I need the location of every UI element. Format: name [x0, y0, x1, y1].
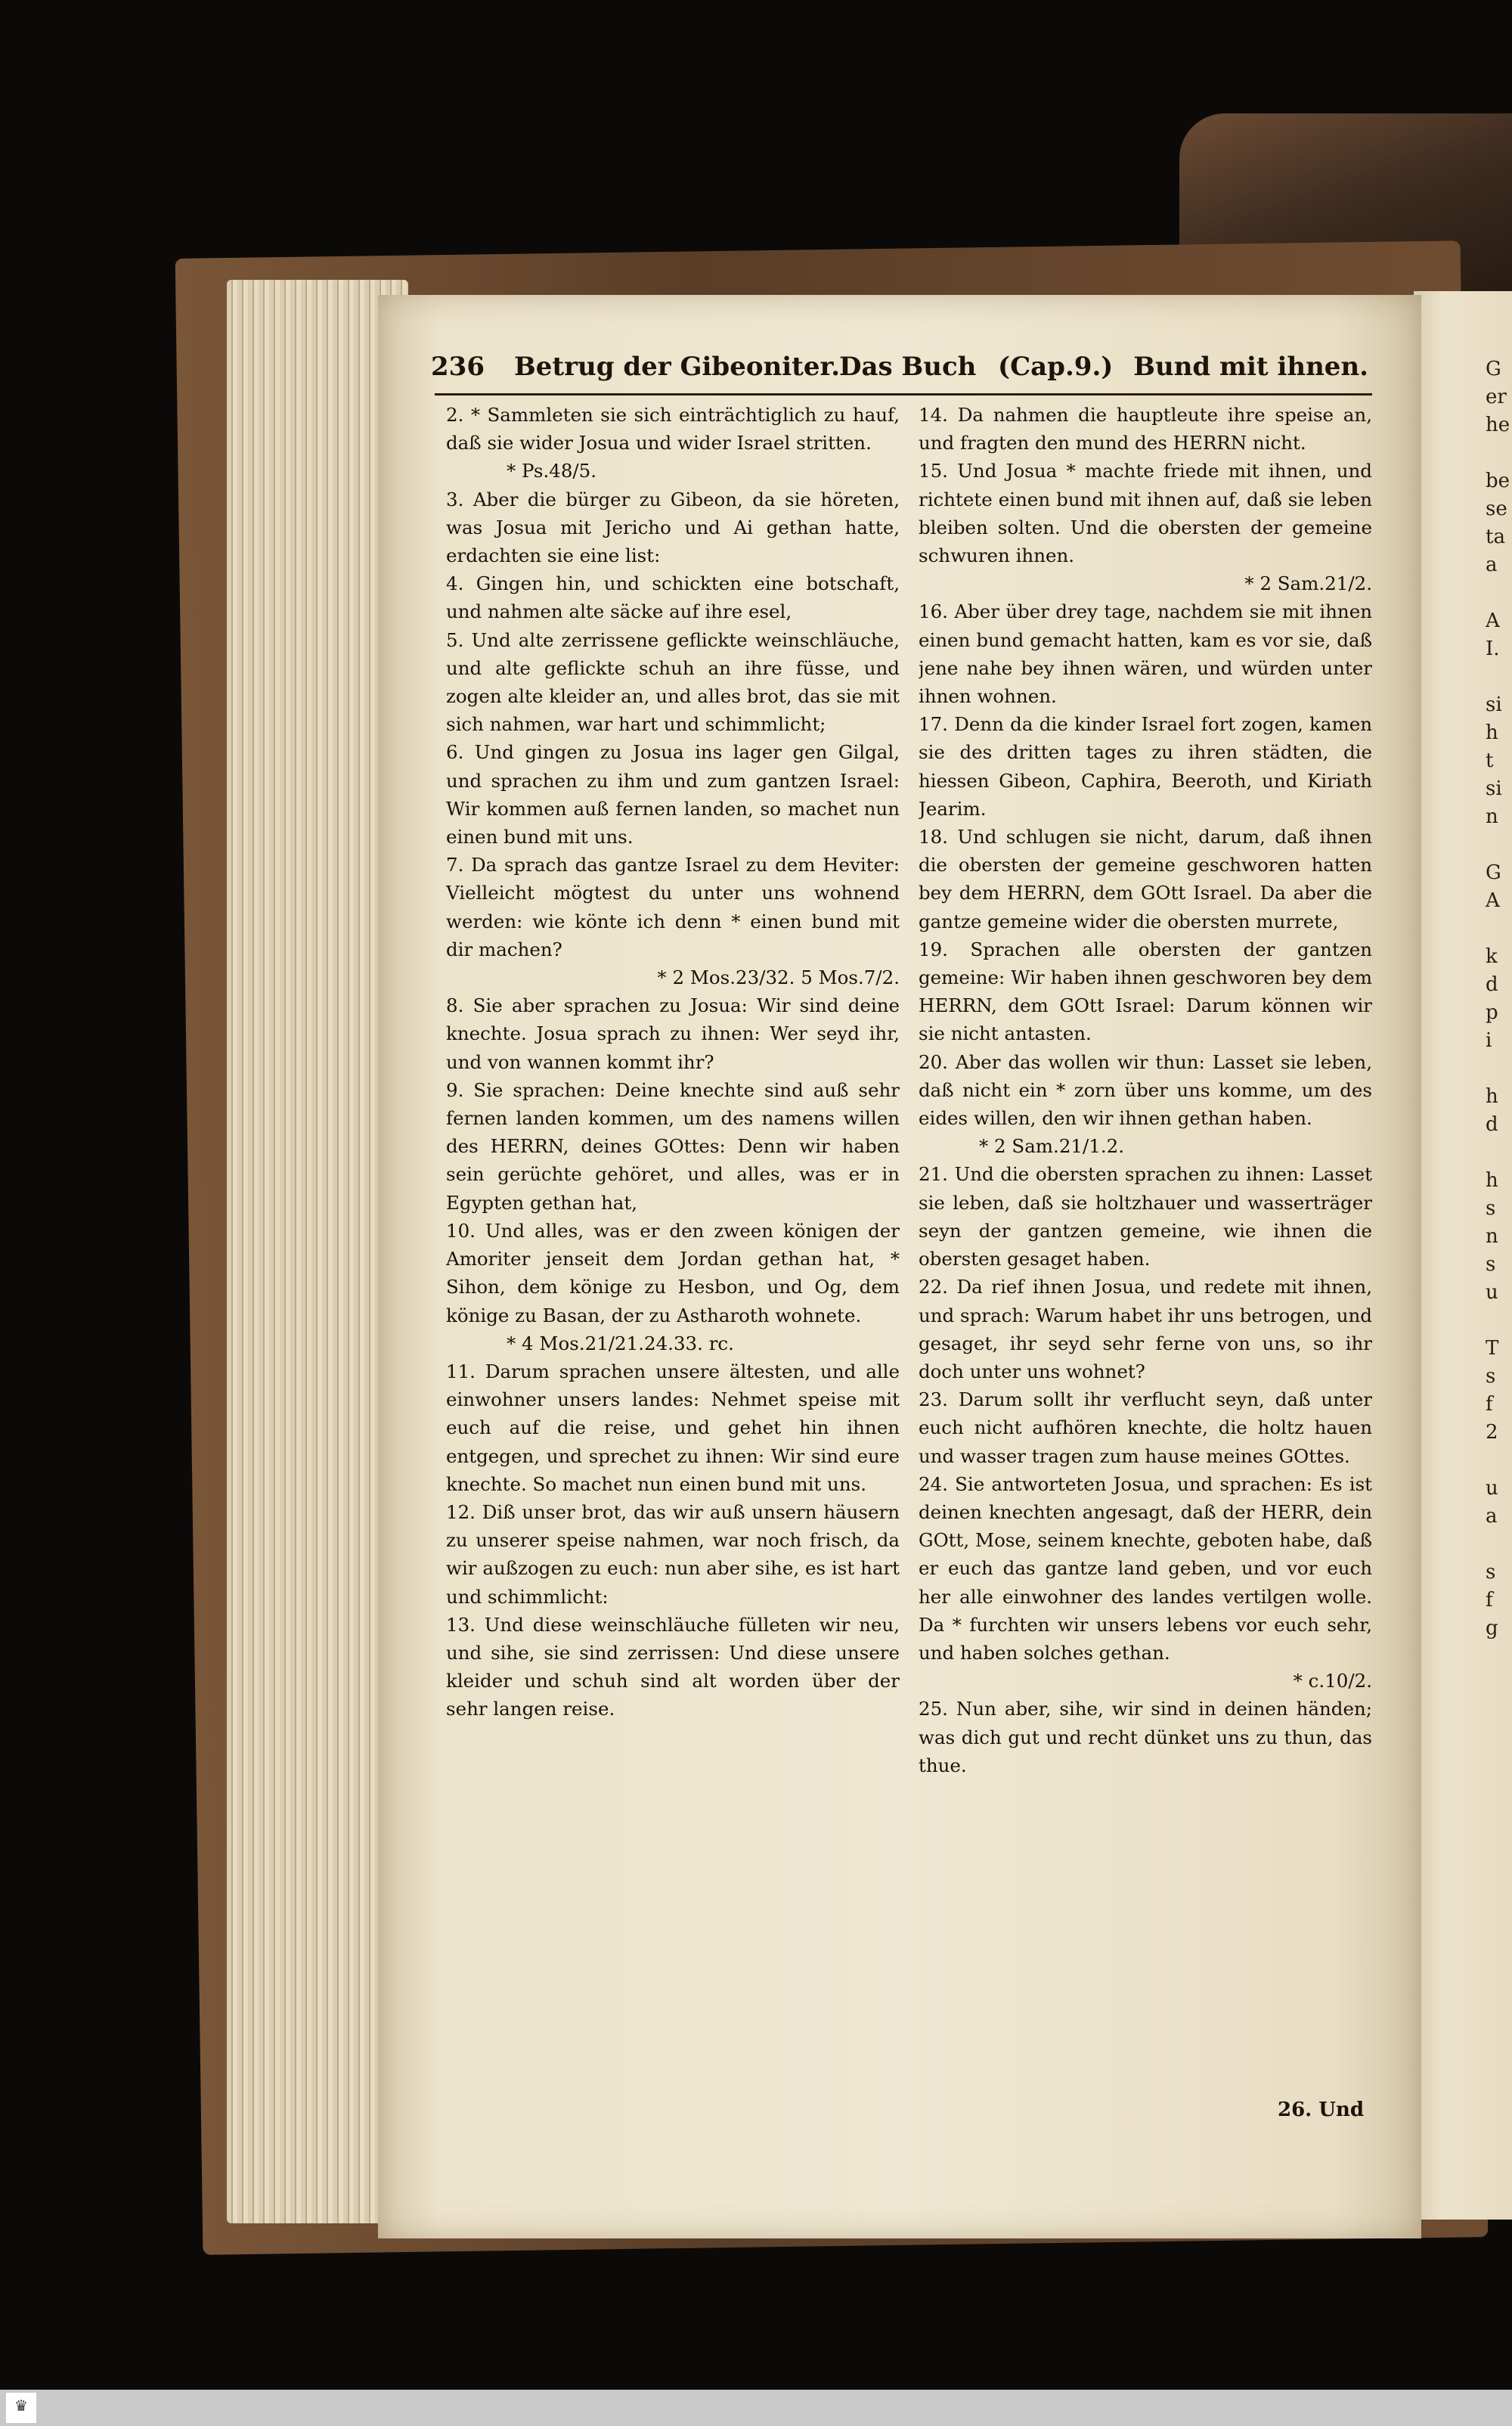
- header-rule: [435, 393, 1372, 396]
- facing-page-fragment: h: [1486, 721, 1498, 744]
- verse-19: 19. Sprachen alle obersten der gantzen gemeine: Wir haben ihnen geschworen bey dem HERRN, dem GOtt Israel: Darum können wir sie nicht antasten.: [919, 938, 1372, 1045]
- verse-14: 14. Da nahmen die hauptleute ihre speise an, und fragten den mund des HERRN nicht.: [919, 404, 1372, 454]
- facing-page-fragment: s: [1486, 1561, 1496, 1584]
- facing-page-fragment: n: [1486, 805, 1498, 828]
- facing-page-fragment: G: [1486, 358, 1501, 380]
- verse-11: 11. Darum sprachen unsere ältesten, und alle einwohner unsers landes: Nehmet speise mit euch auf die reise, und gehet hin ihnen entgegen, und sprechet zu ihnen: Wir sind eure knechte. So machet nun einen bund mit uns.: [446, 1360, 900, 1495]
- facing-page-text-fragments: [1486, 355, 1512, 2095]
- catchword: 26. Und: [1278, 2099, 1365, 2121]
- facing-page-fragment: [1486, 915, 1512, 943]
- verse-24: 24. Sie antworteten Josua, und sprachen: Es ist deinen knechten angesagt, daß der HERR, dein GOtt, Mose, seinem knechte, geboten habe, daß er euch das gantze land geben, und vor euch her alle einwohner des landes vertilgen wolle. Da * furchten wir unsers lebens vor euch sehr, und haben solches gethan.: [919, 1472, 1372, 1664]
- verse-12: 12. Diß unser brot, das wir auß unsern häusern zu unserer speise nahmen, war noch frisch, da wir außzogen zu euch: nun aber sihe, es ist hart und schimmlicht:: [446, 1500, 900, 1608]
- verse-15-reference: * 2 Sam.21/2.: [1244, 572, 1372, 595]
- right-running-title: Bund mit ihnen.: [1133, 352, 1368, 382]
- page-number: 236: [431, 352, 485, 382]
- facing-page-fragment: [1486, 1447, 1512, 1475]
- verse-18: 18. Und schlugen sie nicht, darum, daß ihnen die obersten der gemeine geschworen hatten bey dem HERRN, dem GOtt Israel. Da aber die gantze gemeine wider die obersten murrete,: [919, 826, 1372, 932]
- verse-21: 21. Und die obersten sprachen zu ihnen: Lasset sie leben, daß sie holtzhauer und wasserträger seyn der gantzen gemeine, wie ihnen die obersten gesaget haben.: [919, 1163, 1372, 1270]
- facing-page-fragment: s: [1486, 1365, 1496, 1388]
- book-title: Das Buch: [839, 352, 977, 382]
- verse-17: 17. Denn da die kinder Israel fort zogen, kamen sie des dritten tages zu ihren städten, die hiessen Gibeon, Caphira, Beeroth, und Kiriath Jearim.: [919, 713, 1372, 820]
- facing-page-fragment: d: [1486, 1113, 1498, 1136]
- running-head: [431, 352, 1368, 394]
- facing-page-fragment: he: [1486, 414, 1510, 436]
- facing-page-fragment: k: [1486, 945, 1498, 968]
- facing-page-fragment: n: [1486, 1225, 1498, 1248]
- facing-page-fragment: I.: [1486, 638, 1500, 660]
- verse-20-reference: * 2 Sam.21/1.2.: [979, 1135, 1125, 1158]
- facing-page-fragment: [1486, 1055, 1512, 1083]
- verse-2-reference: * Ps.48/5.: [507, 460, 597, 482]
- facing-page-fragment: [1486, 1307, 1512, 1335]
- verse-5: 5. Und alte zerrissene geflickte weinschläuche, und alte geflickte schuh an ihre füsse, und zogen alte kleider an, und alles brot, das sie mit sich nahmen, war hart und schimmlicht;: [446, 628, 900, 736]
- facing-page-fragment: G: [1486, 861, 1501, 884]
- verse-8: 8. Sie aber sprachen zu Josua: Wir sind deine knechte. Josua sprach zu ihnen: Wer seyd ihr, und von wannen kommt ihr?: [446, 994, 900, 1073]
- facing-page-fragment: [1486, 1139, 1512, 1167]
- facing-page-fragment: f: [1486, 1589, 1493, 1612]
- verse-20: 20. Aber das wollen wir thun: Lasset sie leben, daß nicht ein * zorn über uns komme, um des eides willen, den wir ihnen gethan haben.: [919, 1050, 1372, 1130]
- verse-24-reference: * c.10/2.: [1293, 1670, 1372, 1692]
- verse-15: 15. Und Josua * machte friede mit ihnen, und richtete einen bund mit ihnen auf, daß sie leben bleiben solten. Und die obersten der gemeine schwuren ihnen.: [919, 460, 1372, 567]
- verse-9: 9. Sie sprachen: Deine knechte sind auß sehr fernen landen kommen, um des namens willen des HERRN, deines GOttes: Denn wir haben sein gerüchte gehöret, und alles, was er in Egypten gethan hat,: [446, 1078, 900, 1214]
- left-column: [446, 401, 900, 2140]
- verse-23: 23. Darum sollt ihr verflucht seyn, daß unter euch nicht aufhören knechte, die holtz hauen und wasser tragen zum hause meines GOttes.: [919, 1388, 1372, 1467]
- verse-22: 22. Da rief ihnen Josua, und redete mit ihnen, und sprach: Warum habet ihr uns betrogen, und gesaget, ihr seyd sehr ferne von uns, so ihr doch unter uns wohnet?: [919, 1276, 1372, 1382]
- verse-2: 2. * Sammleten sie sich einträchtiglich zu hauf, daß sie wider Josua und wider Israel stritten.: [446, 404, 900, 454]
- facing-page-fragment: be: [1486, 470, 1510, 492]
- facing-page-fragment: A: [1486, 889, 1500, 912]
- verse-3: 3. Aber die bürger zu Gibeon, da sie höreten, was Josua mit Jericho und Ai gethan hatte, erdachten sie eine list:: [446, 488, 900, 567]
- verse-16: 16. Aber über drey tage, nachdem sie mit ihnen einen bund gemacht hatten, kam es vor sie, daß jene nahe bey ihnen wären, und würden unter ihnen wohnen.: [919, 600, 1372, 708]
- verse-25: 25. Nun aber, sihe, wir sind in deinen händen; was dich gut und recht dünket uns zu thun, das thue.: [919, 1698, 1372, 1776]
- facing-page-fragment: t: [1486, 749, 1494, 772]
- facing-page-fragment: d: [1486, 973, 1498, 996]
- facing-page-fragment: [1486, 1531, 1512, 1559]
- facing-page-fragment: er: [1486, 386, 1507, 408]
- facing-page-fragment: h: [1486, 1169, 1498, 1192]
- facing-page-fragment: u: [1486, 1281, 1498, 1304]
- right-column: [919, 401, 1372, 2140]
- facing-page-fragment: g: [1486, 1617, 1498, 1640]
- facing-page-fragment: se: [1486, 498, 1507, 520]
- facing-page-fragment: [1486, 663, 1512, 691]
- facing-page-fragment: 2: [1486, 1421, 1498, 1444]
- left-running-title: Betrug der Gibeoniter.: [514, 352, 841, 382]
- facing-page-fragment: [1486, 439, 1512, 467]
- facing-page-fragment: [1486, 831, 1512, 859]
- facing-page-fragment: A: [1486, 610, 1500, 632]
- facing-page-fragment: f: [1486, 1393, 1493, 1416]
- facing-page-fragment: i: [1486, 1029, 1492, 1052]
- verse-10: 10. Und alles, was er den zween königen der Amoriter jenseit dem Jordan gethan hat, * Sihon, dem könige zu Hesbon, und Og, dem könige zu Basan, der zu Astharoth wohnete.: [446, 1219, 900, 1326]
- facing-page-fragment: a: [1486, 1505, 1498, 1528]
- facing-page-fragment: [1486, 579, 1512, 607]
- chapter-label: (Cap.9.): [998, 352, 1114, 382]
- facing-page-fragment: si: [1486, 693, 1502, 716]
- verse-4: 4. Gingen hin, und schickten eine botschaft, und nahmen alte säcke auf ihre esel,: [446, 572, 900, 623]
- library-logo-icon[interactable]: ♛: [6, 2393, 36, 2423]
- viewer-bottom-bar: [0, 2390, 1512, 2426]
- facing-page-fragment: p: [1486, 1001, 1498, 1024]
- verse-7: 7. Da sprach das gantze Israel zu dem Heviter: Vielleicht mögtest du unter uns wohnend werden: wie könte ich denn * einen bund mit dir machen?: [446, 854, 900, 960]
- facing-page-fragment: T: [1486, 1337, 1499, 1360]
- verse-7-reference: * 2 Mos.23/32. 5 Mos.7/2.: [657, 966, 900, 989]
- verse-6: 6. Und gingen zu Josua ins lager gen Gilgal, und sprachen zu ihm und zum gantzen Israel: Wir kommen auß fernen landen, so machet nun einen bund mit uns.: [446, 741, 900, 848]
- verse-10-reference: * 4 Mos.21/21.24.33. rc.: [507, 1332, 734, 1354]
- facing-page-fragment: ta: [1486, 526, 1505, 548]
- facing-page-fragment: h: [1486, 1085, 1498, 1108]
- facing-page-fragment: s: [1486, 1253, 1496, 1276]
- facing-page-fragment: s: [1486, 1197, 1496, 1220]
- facing-page-fragment: a: [1486, 554, 1498, 576]
- verse-13: 13. Und diese weinschläuche fülleten wir neu, und sihe, sie sind zerrissen: Und diese unsere kleider und schuh sind alt worden über der sehr langen reise.: [446, 1613, 900, 1720]
- facing-page-fragment: u: [1486, 1477, 1498, 1500]
- facing-page-fragment: si: [1486, 777, 1502, 800]
